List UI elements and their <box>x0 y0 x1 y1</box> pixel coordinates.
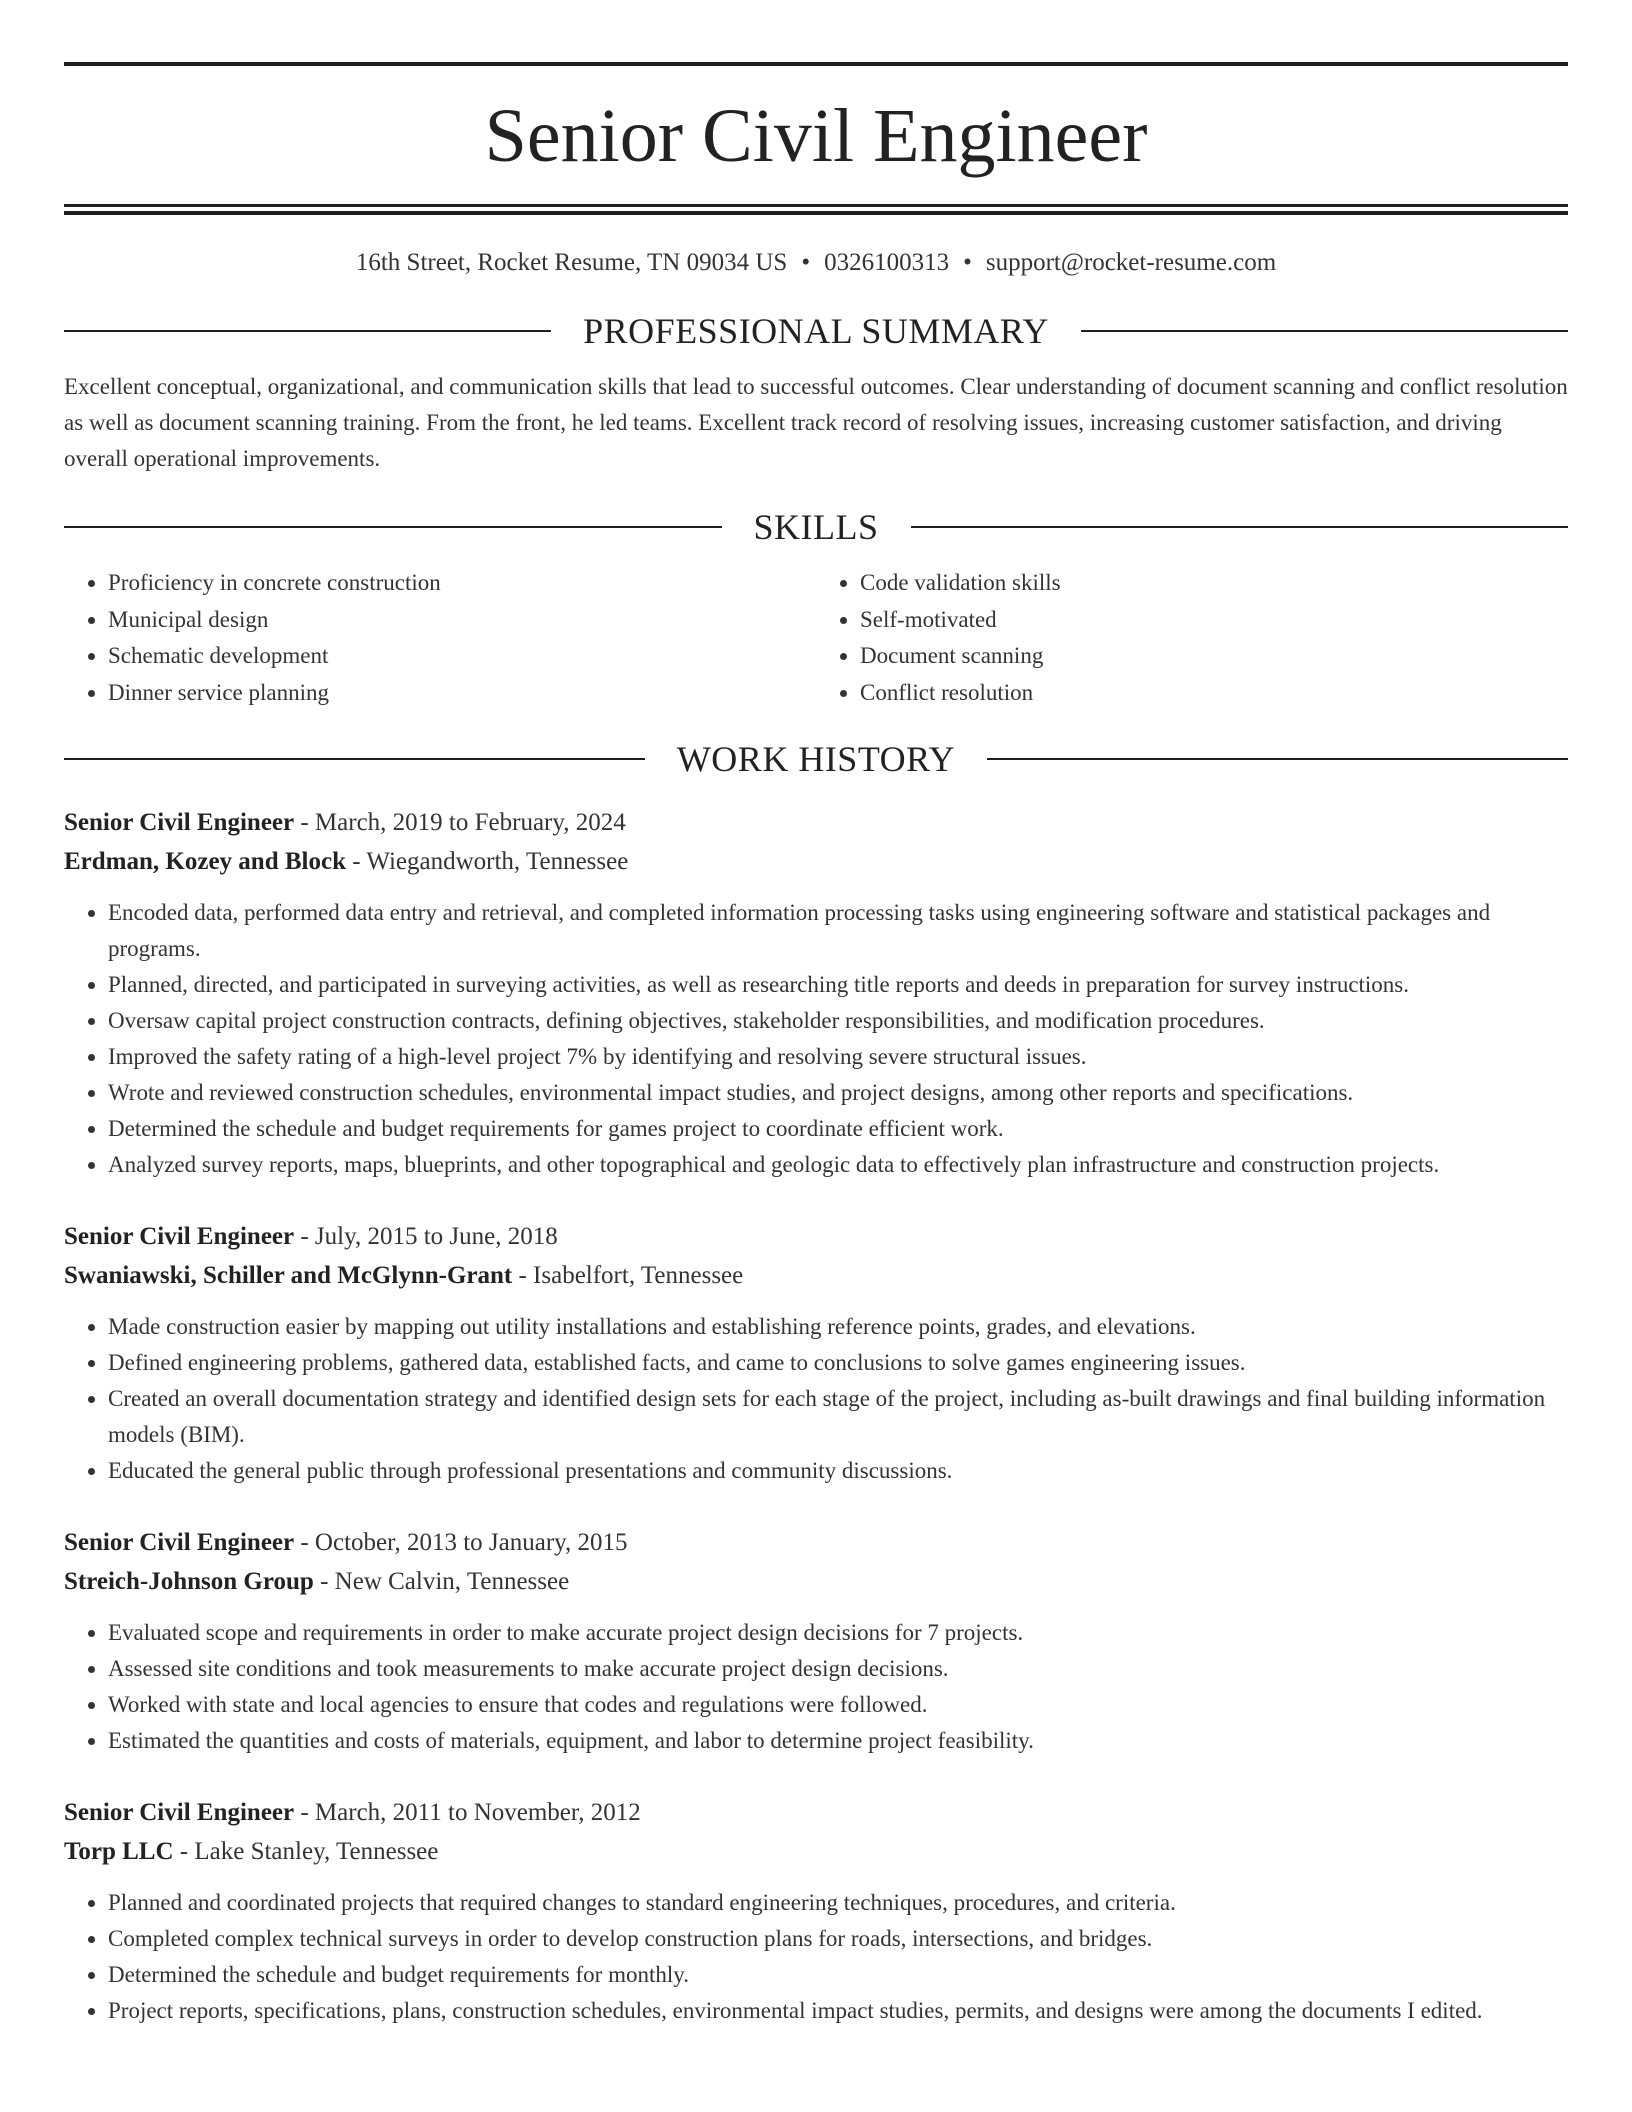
job-bullet: • Oversaw capital project construction contracts, defining objectives, stakeholder responsibilities, and modification procedures. <box>108 1003 1568 1039</box>
job-location: - Lake Stanley, Tennessee <box>173 1838 439 1865</box>
job-company: Erdman, Kozey and Block <box>64 848 346 875</box>
job-dates: - March, 2011 to November, 2012 <box>294 1799 641 1826</box>
skill-item: • Schematic development <box>108 638 816 675</box>
contact-address: 16th Street, Rocket Resume, TN 09034 US <box>355 249 788 276</box>
job-role: Senior Civil Engineer <box>64 1529 295 1556</box>
skill-item: • Municipal design <box>108 602 816 639</box>
header-double-rule <box>64 204 1568 215</box>
skills-list <box>64 565 1568 711</box>
job-entry <box>64 1793 1568 2029</box>
job-company: Swaniawski, Schiller and McGlynn-Grant <box>64 1262 513 1289</box>
job-dates: - March, 2019 to February, 2024 <box>294 809 626 836</box>
job-company-line <box>64 1562 1568 1601</box>
job-company: Streich-Johnson Group <box>64 1568 314 1595</box>
job-bullet: • Planned, directed, and participated in surveying activities, as well as researching title reports and deeds in preparation for survey instructions. <box>108 967 1568 1003</box>
job-role-line <box>64 803 1568 842</box>
skills-title: SKILLS <box>753 507 879 547</box>
job-location: - Isabelfort, Tennessee <box>512 1262 744 1289</box>
job-role: Senior Civil Engineer <box>64 1799 295 1826</box>
job-role: Senior Civil Engineer <box>64 1223 295 1250</box>
job-bullet: • Estimated the quantities and costs of materials, equipment, and labor to determine project feasibility. <box>108 1723 1568 1759</box>
job-role-line <box>64 1523 1568 1562</box>
job-bullet: • Created an overall documentation strategy and identified design sets for each stage of the project, including as-built drawings and final building information models (BIM). <box>108 1381 1568 1453</box>
job-bullet: • Project reports, specifications, plans, construction schedules, environmental impact studies, permits, and designs were among the documents I edited. <box>108 1993 1568 2029</box>
skill-item: • Code validation skills <box>860 565 1568 602</box>
job-location: - New Calvin, Tennessee <box>313 1568 570 1595</box>
job-role-line <box>64 1217 1568 1256</box>
job-bullet: • Completed complex technical surveys in order to develop construction plans for roads, intersections, and bridges. <box>108 1921 1568 1957</box>
heading-rule-left <box>64 526 722 528</box>
job-role: Senior Civil Engineer <box>64 809 295 836</box>
job-company: Torp LLC <box>64 1838 174 1865</box>
work-title: WORK HISTORY <box>676 739 956 779</box>
job-bullet: • Determined the schedule and budget requirements for monthly. <box>108 1957 1568 1993</box>
resume-name: Senior Civil Engineer <box>484 94 1148 178</box>
job-bullets <box>64 1885 1568 2029</box>
contact-separator: • <box>801 249 811 276</box>
summary-title: PROFESSIONAL SUMMARY <box>583 311 1049 351</box>
job-company-line <box>64 1832 1568 1871</box>
skill-item: • Proficiency in concrete construction <box>108 565 816 602</box>
job-bullet: • Analyzed survey reports, maps, blueprints, and other topographical and geologic data to effectively plan infrastructure and construction projects. <box>108 1147 1568 1183</box>
job-bullets <box>64 1615 1568 1759</box>
contact-phone: 0326100313 <box>824 249 950 276</box>
job-bullet: • Evaluated scope and requirements in order to make accurate project design decisions for 7 projects. <box>108 1615 1568 1651</box>
contact-email: support@rocket-resume.com <box>985 249 1277 276</box>
contact-separator: • <box>963 249 972 276</box>
job-company-line <box>64 842 1568 881</box>
job-bullet: • Assessed site conditions and took measurements to make accurate project design decisions. <box>108 1651 1568 1687</box>
skills-column-left <box>64 565 816 711</box>
job-bullet: • Made construction easier by mapping out utility installations and establishing reference points, grades, and elevations. <box>108 1309 1568 1345</box>
skill-item: • Conflict resolution <box>860 675 1568 712</box>
job-bullet: • Educated the general public through professional presentations and community discussions. <box>108 1453 1568 1489</box>
job-bullet: • Encoded data, performed data entry and retrieval, and completed information processing tasks using engineering software and statistical packages and programs. <box>108 895 1568 967</box>
job-entry <box>64 803 1568 1183</box>
job-dates: - October, 2013 to January, 2015 <box>294 1529 628 1556</box>
job-company-line <box>64 1256 1568 1295</box>
job-bullet: • Wrote and reviewed construction schedules, environmental impact studies, and project designs, among other reports and specifications. <box>108 1075 1568 1111</box>
heading-rule-right <box>1081 330 1568 332</box>
heading-rule-right <box>911 526 1569 528</box>
job-bullets <box>64 895 1568 1183</box>
skill-item: • Document scanning <box>860 638 1568 675</box>
skill-item: • Self-motivated <box>860 602 1568 639</box>
heading-rule-left <box>64 758 645 760</box>
job-bullet: • Planned and coordinated projects that required changes to standard engineering techniques, procedures, and criteria. <box>108 1885 1568 1921</box>
job-bullet: • Worked with state and local agencies to ensure that codes and regulations were followed. <box>108 1687 1568 1723</box>
job-bullet: • Determined the schedule and budget requirements for games project to coordinate efficient work. <box>108 1111 1568 1147</box>
summary-text: Excellent conceptual, organizational, and communication skills that lead to successful outcomes. Clear understanding of document scanning and conflict resolution as well as document scanning training. From the front, he led teams. Excellent track record of resolving issues, increasing customer satisfaction, and driving overall operational improvements. <box>64 374 1568 471</box>
contact-line <box>64 247 1568 279</box>
job-location: - Wiegandworth, Tennessee <box>345 848 629 875</box>
work-heading <box>64 737 1568 781</box>
job-bullets <box>64 1309 1568 1489</box>
header-top-rule <box>64 62 1568 66</box>
job-dates: - July, 2015 to June, 2018 <box>294 1223 558 1250</box>
job-role-line <box>64 1793 1568 1832</box>
job-bullet: • Defined engineering problems, gathered data, established facts, and came to conclusions to solve games engineering issues. <box>108 1345 1568 1381</box>
heading-rule-left <box>64 330 551 332</box>
heading-rule-right <box>987 758 1568 760</box>
skills-heading <box>64 505 1568 549</box>
job-entry <box>64 1217 1568 1489</box>
job-entry <box>64 1523 1568 1759</box>
job-bullet: • Improved the safety rating of a high-level project 7% by identifying and resolving severe structural issues. <box>108 1039 1568 1075</box>
skills-column-right <box>816 565 1568 711</box>
skill-item: • Dinner service planning <box>108 675 816 712</box>
summary-heading <box>64 309 1568 353</box>
